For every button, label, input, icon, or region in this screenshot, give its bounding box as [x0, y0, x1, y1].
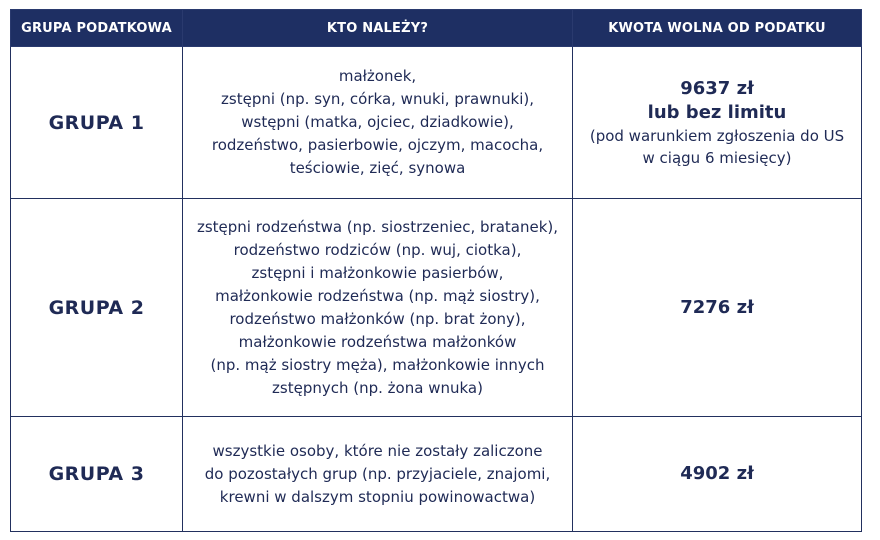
who-line: wszystkie osoby, które nie zostały zaliczone — [212, 441, 543, 460]
tax-groups-table — [10, 9, 862, 532]
who-cell — [183, 199, 573, 417]
who-line: małżonkowie rodzeństwa małżonków — [238, 332, 517, 351]
amount-cell — [573, 417, 862, 532]
header-amount: KWOTA WOLNA OD PODATKU — [573, 10, 862, 47]
amount-note: w ciągu 6 miesięcy) — [642, 148, 792, 167]
who-line: rodzeństwo, pasierbowie, ojczym, macocha, — [211, 136, 544, 154]
header-who: KTO NALEŻY? — [183, 10, 573, 47]
amount-value: 7276 zł — [680, 296, 754, 318]
who-line: zstępnych (np. żona wnuka) — [272, 378, 483, 397]
amount-cell — [573, 47, 862, 199]
group-cell — [11, 199, 183, 417]
amount-value: 9637 zł — [680, 77, 754, 99]
who-line: teściowie, zięć, synowa — [289, 159, 466, 177]
group-label: GRUPA 2 — [48, 296, 145, 319]
table-row — [11, 417, 862, 532]
amount-cell — [573, 199, 862, 417]
amount-note: (pod warunkiem zgłoszenia do US — [589, 126, 845, 145]
who-line: małżonkowie rodzeństwa (np. mąż siostry), — [215, 286, 540, 305]
who-line: zstępni rodzeństwa (np. siostrzeniec, bratanek), — [196, 217, 559, 236]
who-line: do pozostałych grup (np. przyjaciele, znajomi, — [204, 464, 551, 483]
amount-value: 4902 zł — [680, 463, 754, 484]
who-line: rodzeństwo małżonków (np. brat żony), — [229, 309, 526, 328]
table-row — [11, 199, 862, 417]
who-cell — [183, 47, 573, 199]
group-label: GRUPA 1 — [48, 111, 145, 134]
group-cell — [11, 47, 183, 199]
header-row — [11, 10, 862, 47]
who-line: małżonek, — [338, 67, 417, 85]
header-group: GRUPA PODATKOWA — [11, 10, 183, 47]
who-line: zstępni (np. syn, córka, wnuki, prawnuki), — [221, 90, 534, 108]
who-cell — [183, 417, 573, 532]
who-line: krewni w dalszym stopniu powinowactwa) — [219, 487, 536, 506]
who-line: zstępni i małżonkowie pasierbów, — [251, 263, 504, 282]
amount-extra: lub bez limitu — [647, 101, 787, 123]
who-line: (np. mąż siostry męża), małżonkowie innych — [210, 355, 545, 374]
group-cell — [11, 417, 183, 532]
who-line: rodzeństwo rodziców (np. wuj, ciotka), — [233, 240, 522, 259]
table-row — [11, 47, 862, 199]
group-label: GRUPA 3 — [48, 463, 145, 485]
who-line: wstępni (matka, ojciec, dziadkowie), — [241, 113, 514, 131]
